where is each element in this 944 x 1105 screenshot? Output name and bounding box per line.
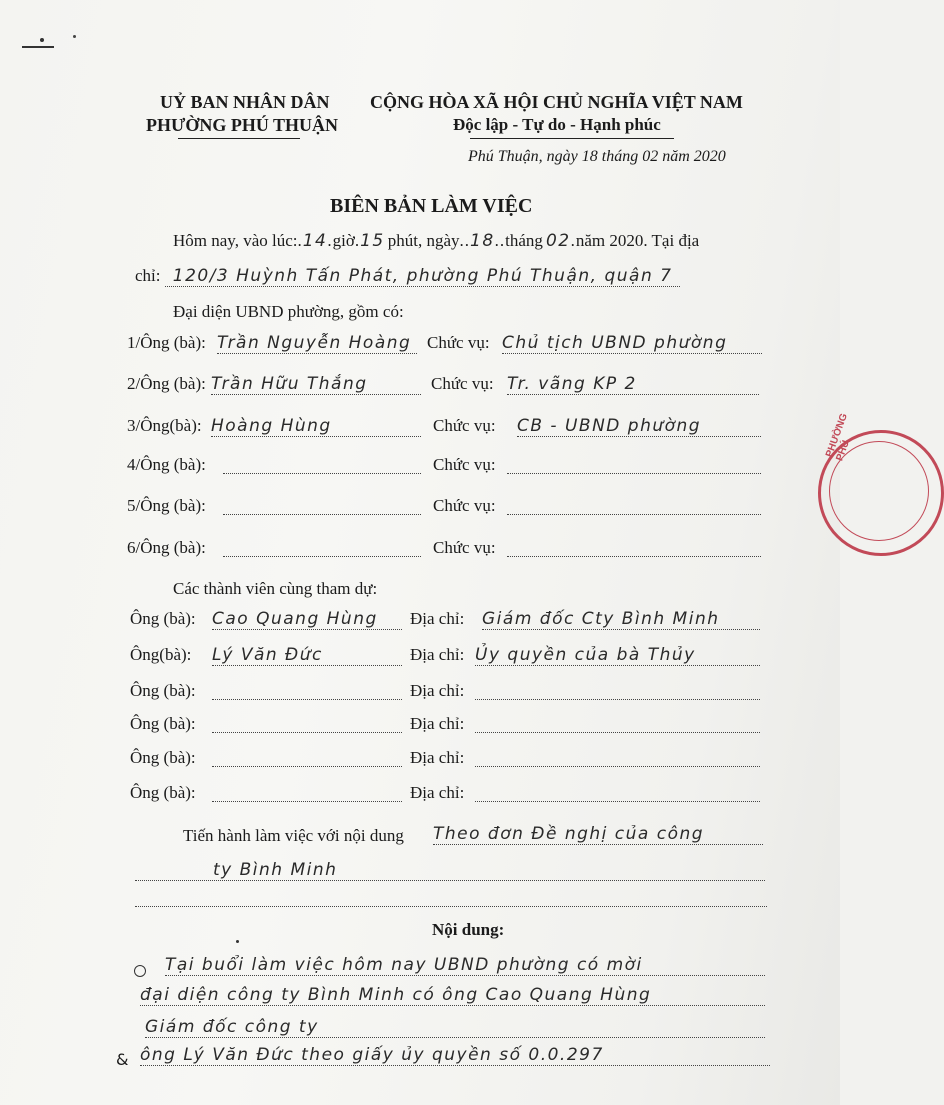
participant-label: Ông (bà): — [130, 714, 196, 733]
agency-line-1: UỶ BAN NHÂN DÂN — [160, 92, 330, 112]
address-label: chỉ: — [135, 266, 161, 285]
participant-address — [475, 681, 760, 700]
intro-prefix: Hôm nay, vào lúc: — [173, 231, 298, 250]
national-title: CỘNG HÒA XÃ HỘI CHỦ NGHĨA VIỆT NAM — [370, 92, 743, 112]
intro-rest: năm 2020. Tại địa — [575, 231, 700, 250]
participant-address: Giám đốc Cty Bình Minh — [482, 609, 760, 630]
participant-address — [475, 748, 760, 767]
work-text-1: Theo đơn Đề nghị của công — [433, 824, 763, 845]
participant-row — [130, 714, 760, 734]
role-label: Chức vụ: — [433, 496, 496, 515]
participant-label: Ông (bà): — [130, 681, 196, 700]
place-date: Phú Thuận, ngày 18 tháng 02 năm 2020 — [468, 148, 726, 165]
participant-label: Ông (bà): — [130, 748, 196, 767]
intro-thang: tháng — [505, 231, 543, 250]
participant-address — [475, 714, 760, 733]
work-text-2: ty Bình Minh — [213, 860, 338, 880]
member-label: 4/Ông (bà): — [127, 455, 206, 474]
member-role — [507, 455, 761, 474]
intro-month: 02 — [545, 231, 571, 251]
address-label: Địa chỉ: — [410, 609, 465, 628]
document-title: BIÊN BẢN LÀM VIỆC — [330, 195, 533, 217]
participant-row — [130, 748, 760, 768]
member-name — [223, 455, 421, 474]
member-label: 2/Ông (bà): — [127, 374, 206, 393]
member-name: Trần Hữu Thắng — [211, 374, 421, 395]
ubnd-member-row — [127, 416, 767, 436]
member-label: 5/Ông (bà): — [127, 496, 206, 515]
role-label: Chức vụ: — [433, 416, 496, 435]
participant-row — [130, 609, 760, 629]
work-line-2 — [135, 860, 765, 881]
address-label: Địa chỉ: — [410, 783, 465, 802]
address-label: Địa chỉ: — [410, 714, 465, 733]
agency-line-2: PHƯỜNG PHÚ THUẬN — [146, 115, 338, 135]
participant-name: Lý Văn Đức — [212, 645, 402, 666]
corner-dot — [73, 35, 76, 38]
intro-line-1: Hôm nay, vào lúc:.14.giờ.15 phút, ngày..18..tháng 02.năm 2020. Tại địa — [173, 231, 700, 251]
intro-minute: 15 — [360, 231, 385, 251]
work-line-1 — [183, 826, 763, 846]
member-role: Chủ tịch UBND phường — [502, 333, 762, 354]
participant-row — [130, 783, 760, 803]
national-motto: Độc lập - Tự do - Hạnh phúc — [453, 115, 661, 134]
address-label: Địa chỉ: — [410, 748, 465, 767]
participant-name — [212, 783, 402, 802]
participant-row — [130, 681, 760, 701]
role-label: Chức vụ: — [433, 455, 496, 474]
member-name — [223, 538, 421, 557]
participant-name — [212, 748, 402, 767]
address-label: Địa chỉ: — [410, 681, 465, 700]
participant-label: Ông (bà): — [130, 609, 196, 628]
member-label: 1/Ông (bà): — [127, 333, 206, 352]
blank-dotted-line — [135, 905, 767, 907]
ubnd-member-row — [127, 455, 767, 475]
list-mark: & — [116, 1050, 129, 1069]
member-label: 3/Ông(bà): — [127, 416, 202, 435]
member-role: CB - UBND phường — [517, 416, 761, 437]
participant-name: Cao Quang Hùng — [212, 609, 402, 630]
intro-gio: giờ — [332, 231, 355, 250]
participant-address — [475, 783, 760, 802]
participant-row — [130, 645, 760, 665]
participant-name — [212, 714, 402, 733]
content-line: đại diện công ty Bình Minh có ông Cao Quang Hùng — [140, 985, 765, 1006]
ubnd-member-row — [127, 374, 767, 394]
member-label: 6/Ông (bà): — [127, 538, 206, 557]
motto-underline — [470, 138, 674, 139]
content-line: ông Lý Văn Đức theo giấy ủy quyền số 0.0.297 — [140, 1045, 770, 1066]
work-label: Tiến hành làm việc với nội dung — [183, 826, 404, 845]
ubnd-member-row — [127, 538, 767, 558]
address-value: 120/3 Huỳnh Tấn Phát, phường Phú Thuận, quận 7 — [165, 266, 681, 287]
member-role — [507, 496, 761, 515]
role-label: Chức vụ: — [433, 538, 496, 557]
ubnd-member-row — [127, 333, 767, 353]
member-name: Trần Nguyễn Hoàng — [217, 333, 417, 354]
ubnd-member-row — [127, 496, 767, 516]
intro-line-2 — [135, 266, 680, 286]
agency-underline — [178, 138, 300, 139]
content-heading: Nội dung: — [432, 920, 505, 939]
small-mark — [236, 940, 239, 943]
member-role — [507, 538, 761, 557]
intro-phut-ngay: phút, ngày — [387, 231, 460, 250]
bullet-mark — [134, 965, 146, 977]
role-label: Chức vụ: — [431, 374, 494, 393]
role-label: Chức vụ: — [427, 333, 490, 352]
ubnd-heading: Đại diện UBND phường, gồm có: — [173, 302, 404, 321]
address-label: Địa chỉ: — [410, 645, 465, 664]
content-line: Tại buổi làm việc hôm nay UBND phường có mời — [165, 955, 765, 976]
member-name: Hoàng Hùng — [211, 416, 421, 437]
intro-hour: 14 — [302, 231, 328, 251]
member-name — [223, 496, 421, 515]
participant-label: Ông(bà): — [130, 645, 192, 664]
participants-heading: Các thành viên cùng tham dự: — [173, 579, 378, 598]
participant-label: Ông (bà): — [130, 783, 196, 802]
corner-mark — [22, 46, 54, 48]
content-line: Giám đốc công ty — [145, 1017, 765, 1038]
corner-dot — [40, 38, 44, 42]
seal-text: PHƯỜNG PHÚ — [824, 412, 852, 463]
member-role: Tr. vãng KP 2 — [507, 374, 759, 395]
participant-address: Ủy quyền của bà Thủy — [475, 645, 760, 666]
intro-day: 18 — [470, 231, 495, 251]
participant-name — [212, 681, 402, 700]
